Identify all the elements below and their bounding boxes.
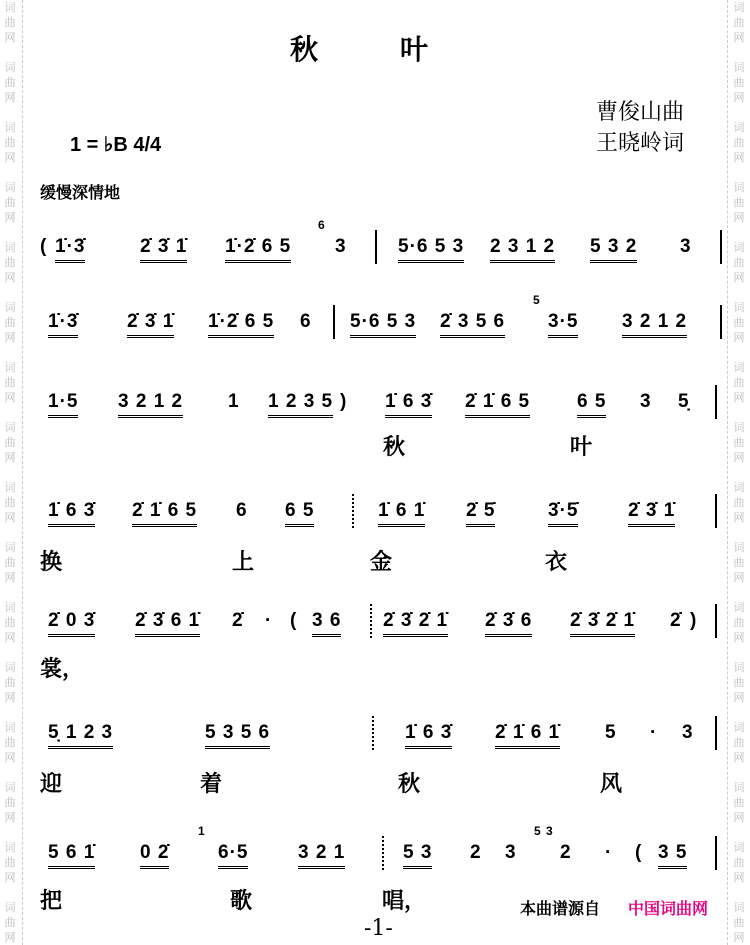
- note-group: 6·5: [218, 842, 248, 869]
- page-number: -1-: [364, 916, 393, 941]
- note-group: 2̇: [232, 610, 244, 631]
- margin-line-right: [727, 0, 728, 945]
- repeat-bracket: ): [690, 610, 698, 631]
- note-group: 1̇·3̇: [55, 236, 85, 263]
- source-label: 本曲谱源自: [520, 899, 601, 918]
- bar-line: [370, 604, 374, 638]
- note-group: 1̇·3̇: [48, 311, 78, 338]
- note-group: 1̇ 6 3̇: [385, 391, 432, 418]
- song-title: 秋叶: [290, 33, 511, 66]
- repeat-bracket: (: [40, 236, 48, 257]
- repeat-bracket: ): [340, 391, 348, 412]
- bar-line: [375, 230, 377, 264]
- source-site-link[interactable]: 中国词曲网: [628, 899, 709, 918]
- lyric-word: 迎: [40, 772, 63, 797]
- note-group: 3: [682, 722, 694, 743]
- note-group: 1̇ 6 1̇: [378, 500, 425, 527]
- bar-line: [715, 716, 717, 750]
- tempo-marking: 缓慢深情地: [40, 183, 121, 202]
- note-group: 2̇: [670, 610, 682, 631]
- note-group: 2: [560, 842, 572, 863]
- note-group: 3·5: [548, 311, 578, 338]
- note-group: 1̇ 6 3̇: [405, 722, 452, 749]
- lyric-word: 裳，: [40, 657, 85, 682]
- note-group: 2̇ 3̇ 1̇: [140, 236, 187, 263]
- note-group: 2: [470, 842, 482, 863]
- note-group: 3: [335, 236, 347, 257]
- lyric-word: 秋: [383, 435, 406, 460]
- bar-line: [715, 494, 717, 528]
- key-time-signature: 1 = ♭B 4/4: [70, 134, 162, 156]
- bar-line: [715, 385, 717, 419]
- note-group: 2̇ 1̇ 6 5: [465, 391, 530, 418]
- note-group: 5 3 2: [590, 236, 637, 263]
- note-group: 5 3 5 6: [205, 722, 270, 749]
- note-group: 2̇ 1̇ 6 1̇: [495, 722, 560, 749]
- bar-line: [352, 494, 356, 528]
- repeat-bracket: (: [635, 842, 643, 863]
- bar-line: [720, 305, 722, 339]
- note-group: 3 2 1: [298, 842, 345, 869]
- bar-line: [372, 716, 376, 750]
- grace-note: 5 3: [534, 824, 554, 838]
- note-group: 1̇·2̇ 6 5: [208, 311, 274, 338]
- note-group: 2̇ 5̇: [466, 500, 495, 527]
- note-group: 1̇ 6 3̇: [48, 500, 95, 527]
- note-group: 5 6 1̇: [48, 842, 95, 869]
- note-group: 0 2̇: [140, 842, 169, 869]
- lyric-word: 风: [600, 772, 623, 797]
- note-group: 2 3 1 2: [490, 236, 555, 263]
- note-group: 2̇ 3̇ 6 1̇: [135, 610, 200, 637]
- lyric-word: 上: [232, 550, 255, 575]
- grace-note: 5: [533, 293, 541, 307]
- bar-line: [715, 604, 717, 638]
- note-group: ·: [605, 842, 613, 863]
- note-group: ·: [650, 722, 658, 743]
- note-group: 2̇ 3̇ 2̇ 1̇: [383, 610, 448, 637]
- note-group: 2̇ 3 5 6: [440, 311, 505, 338]
- lyric-word: 换: [40, 550, 63, 575]
- note-group: 2̇ 3̇ 1̇: [628, 500, 675, 527]
- note-group: 2̇ 3̇ 6: [485, 610, 532, 637]
- lyricist-credit: 王晓岭词: [596, 131, 685, 156]
- note-group: 3: [680, 236, 692, 257]
- note-group: 1: [228, 391, 240, 412]
- lyric-word: 把: [40, 889, 63, 914]
- note-group: ·: [265, 610, 273, 631]
- note-group: 3 2 1 2: [118, 391, 183, 418]
- note-group: 3 6: [312, 610, 341, 637]
- bar-line: [715, 836, 717, 870]
- note-group: 6 5: [285, 500, 314, 527]
- note-group: 2̇ 3̇ 1̇: [127, 311, 174, 338]
- watermark-right: 词 曲 网 词 曲 网 词 曲 网 词 曲 网 词 曲 网 词 曲 网 词 曲 网 词 曲 网 词 曲 网 词 曲 网 词 曲 网 词 曲 网 词 曲 网 词 曲 网 词 曲 网 词 曲 网: [733, 1, 745, 944]
- note-group: 1 2 3 5: [268, 391, 333, 418]
- lyric-word: 金: [370, 550, 393, 575]
- note-group: 3 2 1 2: [622, 311, 687, 338]
- note-group: 5·6 5 3: [398, 236, 464, 263]
- lyric-word: 歌: [230, 889, 253, 914]
- lyric-word: 着: [200, 772, 223, 797]
- grace-note: 1: [198, 824, 206, 838]
- note-group: 5·6 5 3: [350, 311, 416, 338]
- composer-credit: 曹俊山曲: [596, 100, 685, 125]
- lyric-word: 唱，: [382, 889, 427, 914]
- note-group: 3̇·5̇: [548, 500, 578, 527]
- margin-line-left: [22, 0, 23, 945]
- note-group: 6: [236, 500, 248, 521]
- note-group: 2̇ 1̇ 6 5: [132, 500, 197, 527]
- bar-line: [720, 230, 722, 264]
- note-group: 5: [605, 722, 617, 743]
- note-group: 5̣: [678, 391, 690, 412]
- note-group: 6 5: [577, 391, 606, 418]
- lyric-word: 衣: [545, 550, 568, 575]
- note-group: 6: [300, 311, 312, 332]
- note-group: 2̇ 0 3̇: [48, 610, 95, 637]
- note-group: 3: [640, 391, 652, 412]
- note-group: 3: [505, 842, 517, 863]
- note-group: 1̇·2̇ 6 5: [225, 236, 291, 263]
- note-group: 5 3: [403, 842, 432, 869]
- watermark-left: 词 曲 网 词 曲 网 词 曲 网 词 曲 网 词 曲 网 词 曲 网 词 曲 网 词 曲 网 词 曲 网 词 曲 网 词 曲 网 词 曲 网 词 曲 网 词 曲 网 词 曲 网 词 曲 网: [4, 1, 16, 944]
- grace-note: 6: [318, 218, 326, 232]
- note-group: 3 5: [658, 842, 687, 869]
- lyric-word: 秋: [398, 772, 421, 797]
- repeat-bracket: (: [290, 610, 298, 631]
- note-group: 5̣ 1 2 3: [48, 722, 113, 749]
- note-group: 2̇ 3̇ 2̇ 1̇: [570, 610, 635, 637]
- bar-line: [333, 305, 335, 339]
- bar-line: [382, 836, 386, 870]
- lyric-word: 叶: [570, 435, 593, 460]
- note-group: 1·5: [48, 391, 78, 418]
